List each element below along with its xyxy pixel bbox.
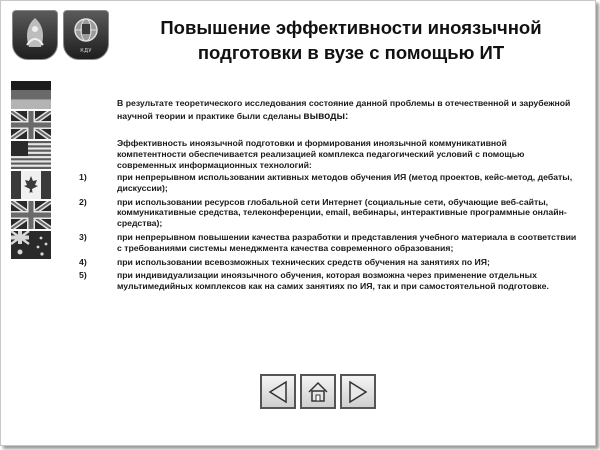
conditions-list xyxy=(79,172,579,295)
canada-flag-icon xyxy=(11,171,51,199)
list-item xyxy=(79,257,579,268)
usa-flag-icon xyxy=(11,141,51,169)
list-item-text: при использовании всевозможных технических средств обучения на занятиях по ИЯ; xyxy=(117,256,490,267)
list-item xyxy=(79,232,579,254)
list-item-text: при непрерывном повышении качества разработки и представления учебного материала в соответствии с требованиями системы менеджмента качества современного образования; xyxy=(117,231,577,253)
globe-emblem-icon xyxy=(68,15,104,47)
intro-emphasis: выводы: xyxy=(303,111,349,122)
flags-column xyxy=(11,81,51,261)
uk-flag-icon xyxy=(11,111,51,139)
uk-flag-icon xyxy=(11,201,51,229)
logo-caption: КДУ xyxy=(80,48,92,54)
list-item xyxy=(79,172,579,194)
list-item xyxy=(79,270,579,292)
emblem-icon xyxy=(17,15,53,53)
main-paragraph: Эффективность иноязычной подготовки и формирования иноязычной коммуникативной компетентности обеспечивается реализацией комплекса педагогический условий с помощью современных информационных технологий: xyxy=(117,138,525,170)
list-item-text: при индивидуализации иноязычного обучения, которая возможна через применение отдельных мультимедийных комплексов как на самих занятиях по ИЯ, так и при самостоятельной подготовке. xyxy=(117,270,549,292)
home-button[interactable] xyxy=(300,374,336,409)
faculty-logo xyxy=(63,10,109,60)
list-number: 1) xyxy=(79,172,87,182)
australia-flag-icon xyxy=(11,231,51,259)
germany-flag-icon xyxy=(11,81,51,109)
title-line-2: подготовки в вузе с помощью ИТ xyxy=(197,42,505,63)
list-number: 2) xyxy=(79,196,87,207)
previous-slide-button[interactable] xyxy=(260,374,296,409)
list-item xyxy=(79,197,579,229)
list-number: 4) xyxy=(79,256,87,267)
list-item-text: при использовании ресурсов глобальной сети Интернет (социальные сети, обучающие веб-сайты, коммуникативные средства, телеконференции, email, вебинары, интерактивные программные онлайн-средства); xyxy=(117,196,567,229)
title-line-1: Повышение эффективности иноязычной xyxy=(160,17,542,38)
list-number: 5) xyxy=(79,270,87,281)
slide-navigation xyxy=(260,374,376,409)
list-number: 3) xyxy=(79,231,87,242)
intro-body: В результате теоретического исследования состояние данной проблемы в отечественной и зарубежной научной теории и практике были сделаны xyxy=(117,98,571,121)
triangle-right-icon xyxy=(347,380,369,404)
university-logo xyxy=(12,10,58,60)
intro-text xyxy=(117,97,577,123)
triangle-left-icon xyxy=(267,380,289,404)
next-slide-button[interactable] xyxy=(340,374,376,409)
list-item-text: при непрерывном использовании активных методов обучения ИЯ (метод проектов, кейс-метод, дебаты, дискуссии); xyxy=(117,172,573,193)
house-icon xyxy=(306,380,330,404)
page-title xyxy=(141,15,561,65)
